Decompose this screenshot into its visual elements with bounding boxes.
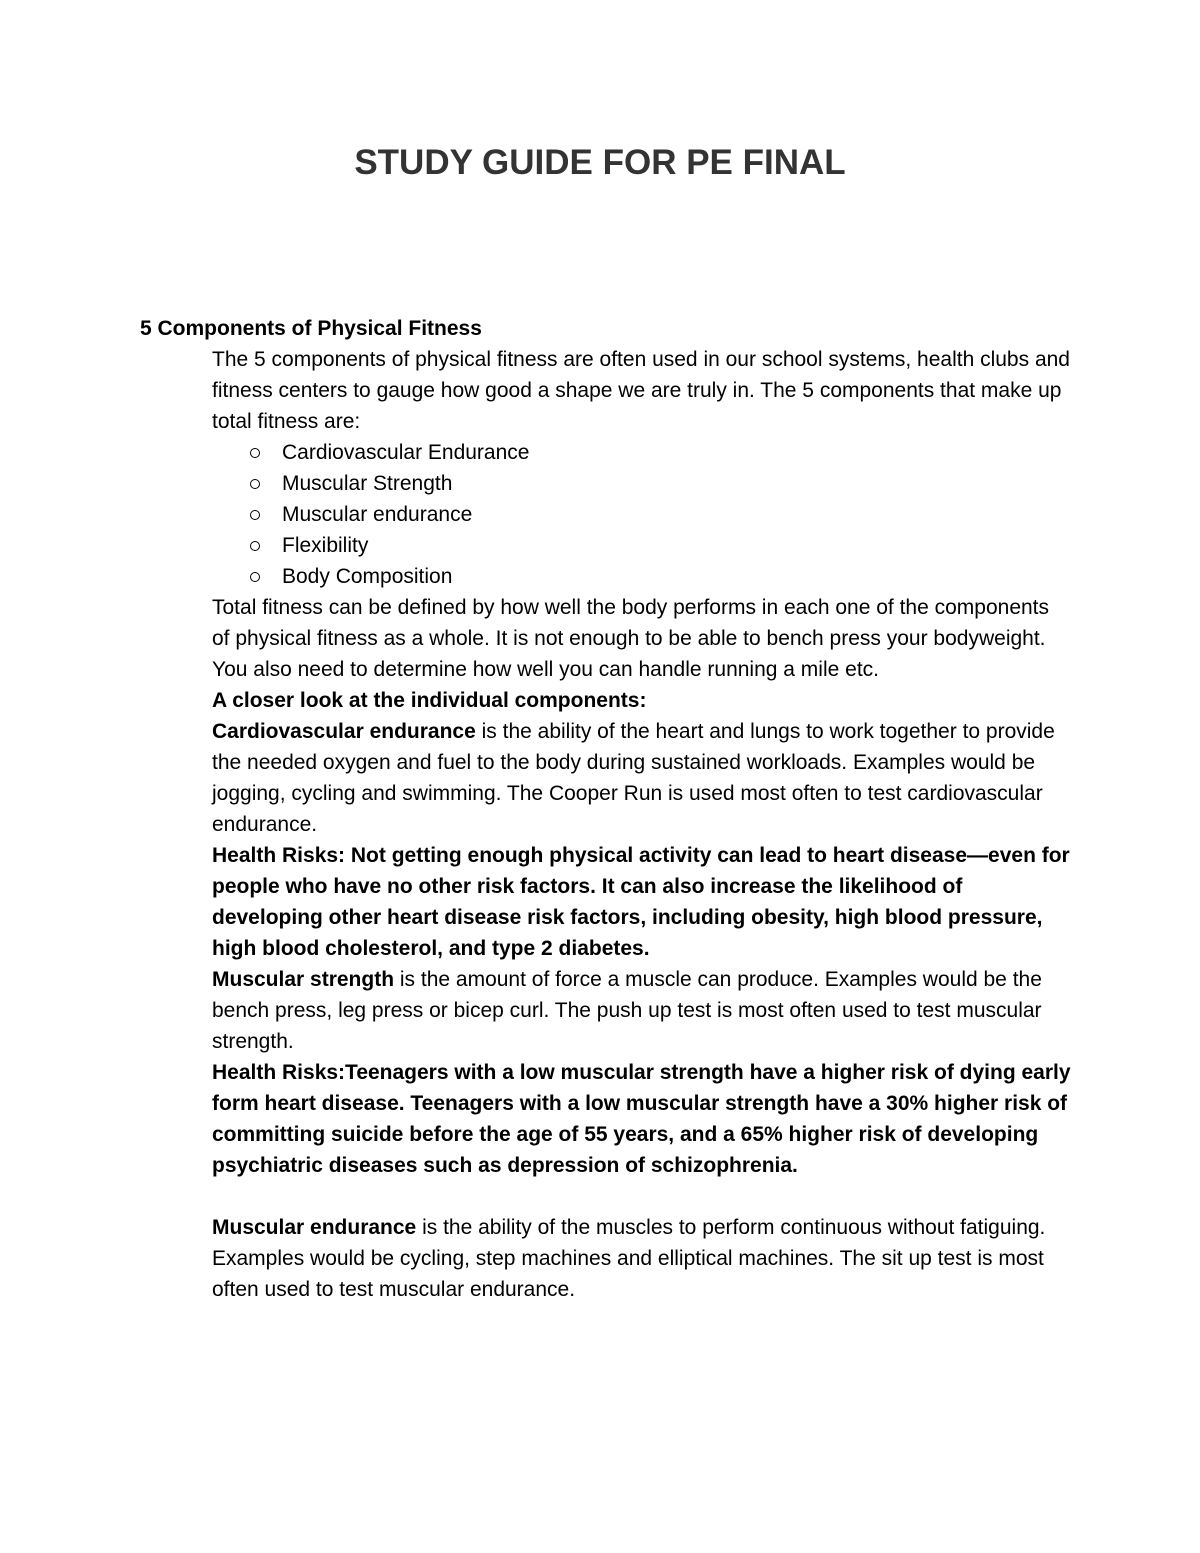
hollow-circle-bullet-icon bbox=[250, 448, 260, 458]
strength-paragraph bbox=[212, 964, 1072, 1057]
cardio-paragraph bbox=[212, 716, 1072, 840]
cardio-health-risks: Health Risks: Not getting enough physical activity can lead to heart disease—even for people who have no other risk factors. It can also increase the likelihood of developing other heart disease risk factors, including obesity, high blood pressure, high blood cholesterol, and type 2 diabetes. bbox=[212, 844, 1070, 960]
components-list bbox=[212, 437, 1072, 592]
endurance-text: is the ability of the muscles to perform continuous without fatiguing. Examples would be cycling, step machines and elliptical machines. The sit up test is most often used to test muscular endurance. bbox=[212, 1216, 1046, 1301]
strength-text: is the amount of force a muscle can produce. Examples would be the bench press, leg press or bicep curl. The push up test is most often used to test muscular strength. bbox=[212, 968, 1042, 1053]
strength-health-risks: Health Risks:Teenagers with a low muscular strength have a higher risk of dying early form heart disease. Teenagers with a low muscular strength have a 30% higher risk of committing suicide before the age of 55 years, and a 65% higher risk of developing psychiatric diseases such as depression of schizophrenia. bbox=[212, 1061, 1071, 1177]
strength-term: Muscular strength bbox=[212, 968, 395, 991]
blank-line bbox=[212, 1181, 1072, 1212]
list-item: Body Composition bbox=[212, 561, 1072, 592]
section-body bbox=[212, 344, 1072, 1305]
list-item: Flexibility bbox=[212, 530, 1072, 561]
total-fitness-paragraph: Total fitness can be defined by how well the body performs in each one of the components of physical fitness as a whole. It is not enough to be able to bench press your bodyweight. You also need to determine how well you can handle running a mile etc. bbox=[212, 596, 1050, 681]
list-item: Muscular endurance bbox=[212, 499, 1072, 530]
list-item: Cardiovascular Endurance bbox=[212, 437, 1072, 468]
closer-look-heading: A closer look at the individual components: bbox=[212, 689, 647, 712]
page-title: STUDY GUIDE FOR PE FINAL bbox=[354, 143, 846, 182]
cardio-text: is the ability of the heart and lungs to work together to provide the needed oxygen and fuel to the body during sustained workloads. Examples would be jogging, cycling and swimming. The Cooper Run is used most often to test cardiovascular endurance. bbox=[212, 720, 1055, 836]
hollow-circle-bullet-icon bbox=[250, 510, 260, 520]
list-item: Muscular Strength bbox=[212, 468, 1072, 499]
cardio-term: Cardiovascular endurance bbox=[212, 720, 476, 743]
intro-paragraph: The 5 components of physical fitness are often used in our school systems, health clubs and fitness centers to gauge how good a shape we are truly in. The 5 components that make up total fitness are: bbox=[212, 348, 1070, 433]
endurance-paragraph bbox=[212, 1212, 1072, 1305]
hollow-circle-bullet-icon bbox=[250, 541, 260, 551]
hollow-circle-bullet-icon bbox=[250, 479, 260, 489]
section-heading: 5 Components of Physical Fitness bbox=[140, 317, 482, 340]
hollow-circle-bullet-icon bbox=[250, 572, 260, 582]
endurance-term: Muscular endurance bbox=[212, 1216, 417, 1239]
